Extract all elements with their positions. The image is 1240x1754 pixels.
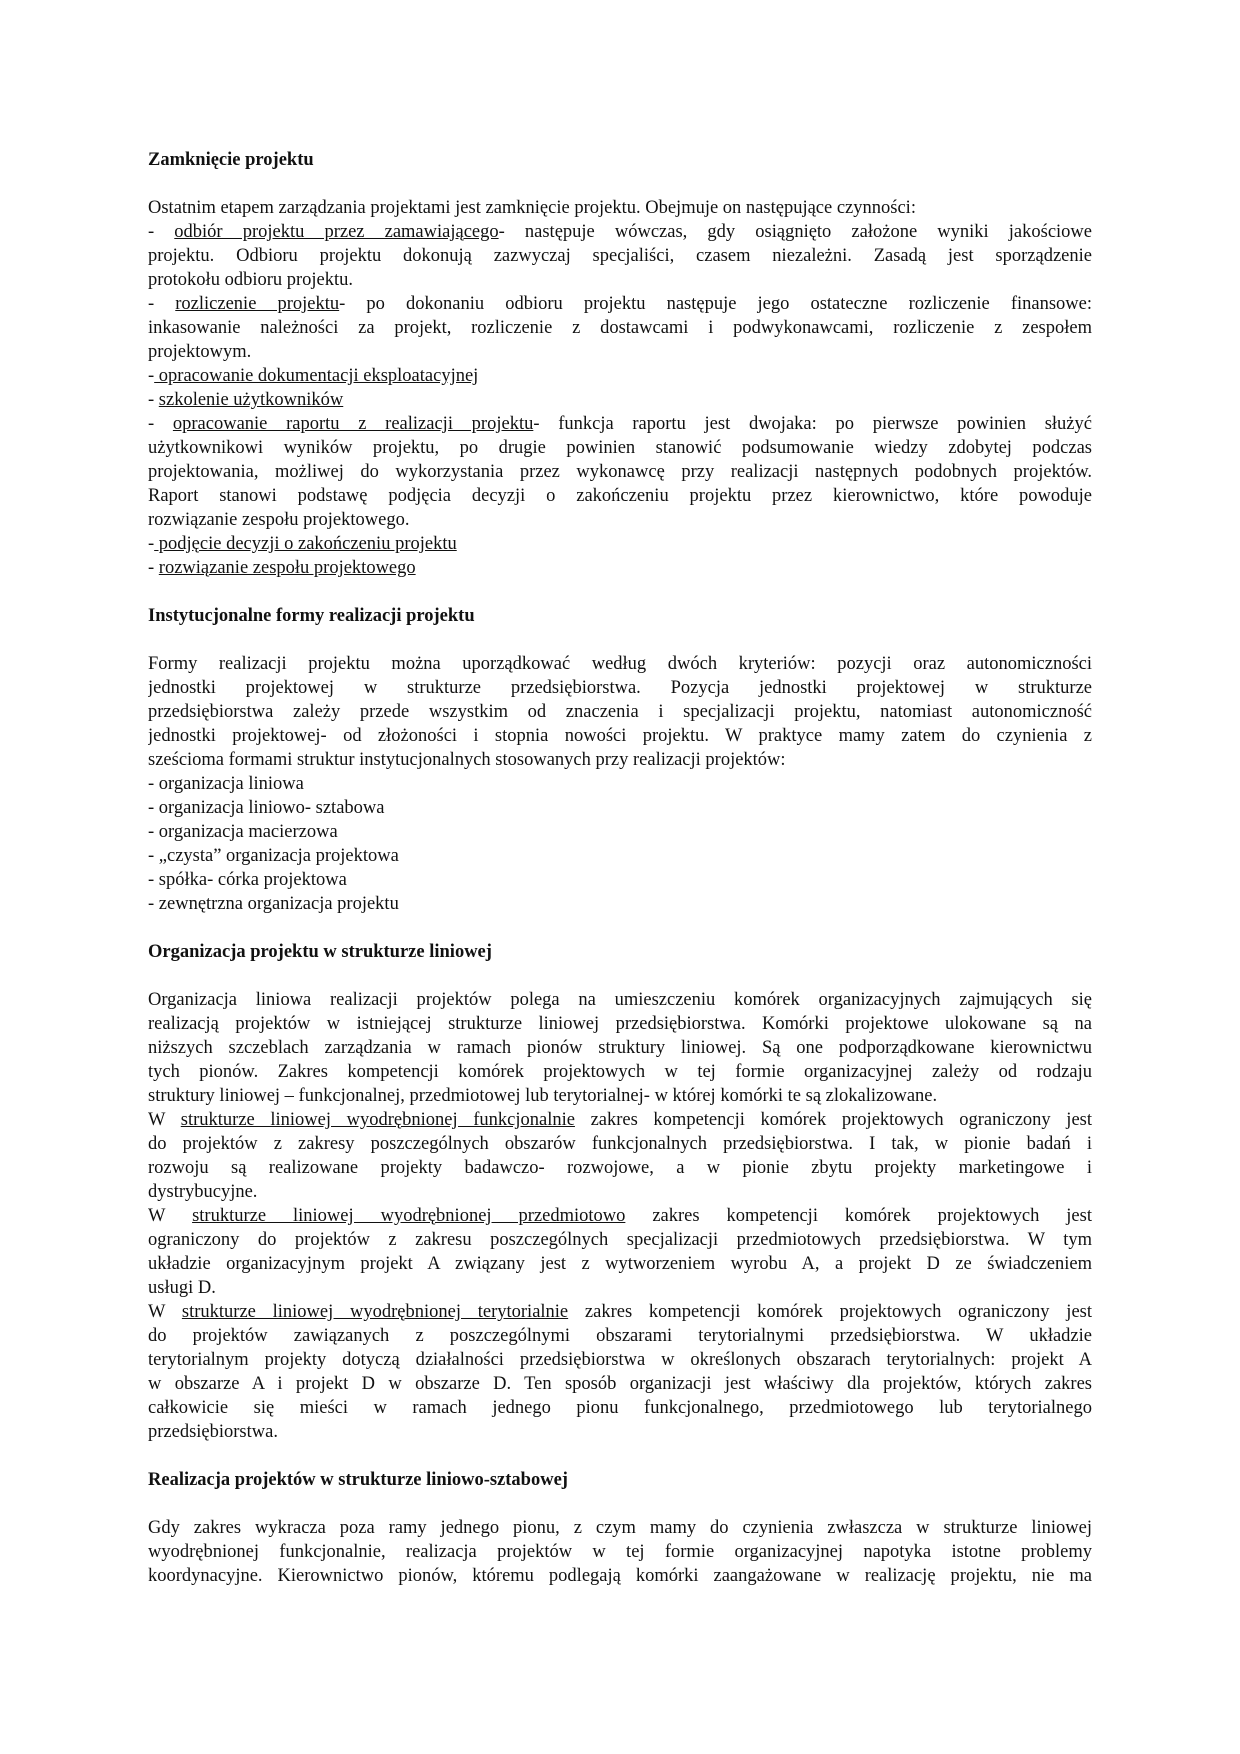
text-segment: koordynacyjne. Kierownictwo pionów, któremu podlegają komórki zaangażowane w realizację projektu, nie ma — [148, 1566, 1092, 1586]
text-segment: Raport stanowi podstawę podjęcia decyzji o zakończeniu projektu przez kierownictwo, które powoduje — [148, 486, 1092, 506]
text-segment: jednostki projektowej- od złożoności i stopnia nowości projektu. W praktyce mamy zatem do czynienia z — [148, 726, 1092, 746]
text-segment: usługi D. — [148, 1278, 216, 1298]
section-heading — [148, 604, 1092, 628]
text-line — [148, 316, 1092, 340]
text-segment: protokołu odbioru projektu. — [148, 270, 354, 290]
blank-line — [148, 1492, 1092, 1516]
text-line — [148, 844, 1092, 868]
text-segment: - następuje wówczas, gdy osiągnięto założone wyniki jakościowe — [498, 222, 1092, 242]
text-line — [148, 460, 1092, 484]
text-segment: ograniczony do projektów z zakresu poszczególnych specjalizacji przedmiotowych przedsiębiorstwa. W tym — [148, 1230, 1092, 1250]
text-segment: - organizacja macierzowa — [148, 822, 338, 842]
text-segment: - po dokonaniu odbioru projektu następuje jego ostateczne rozliczenie finansowe: — [339, 294, 1092, 314]
text-line — [148, 484, 1092, 508]
text-line — [148, 220, 1092, 244]
underlined-term: strukturze liniowej wyodrębnionej przedmiotowo — [192, 1206, 626, 1226]
text-segment: tych pionów. Zakres kompetencji komórek projektowych w tej formie organizacyjnej zależy od rodzaju — [148, 1062, 1092, 1082]
text-segment: Realizacja projektów w strukturze liniowo-sztabowej — [148, 1470, 568, 1490]
text-line — [148, 292, 1092, 316]
text-segment: - — [148, 222, 175, 242]
text-segment: - — [148, 366, 155, 386]
text-line — [148, 652, 1092, 676]
text-segment: - funkcja raportu jest dwojaka: po pierwsze powinien służyć — [533, 414, 1092, 434]
text-line — [148, 1228, 1092, 1252]
text-segment: niższych szczeblach zarządzania w ramach pionów struktury liniowej. Są one podporządkowane kierownictwu — [148, 1038, 1092, 1058]
text-line — [148, 1420, 1092, 1444]
text-segment: rozwiązanie zespołu projektowego. — [148, 510, 410, 530]
underlined-term: opracowanie dokumentacji eksploatacyjnej — [154, 366, 479, 386]
text-line — [148, 412, 1092, 436]
text-segment: Zamknięcie projektu — [148, 150, 314, 170]
text-segment: przedsiębiorstwa. — [148, 1422, 278, 1442]
text-line — [148, 772, 1092, 796]
text-line — [148, 268, 1092, 292]
text-line — [148, 796, 1092, 820]
text-segment: użytkownikowi wyników projektu, po drugie powinien stanowić podsumowanie wiedzy zdobytej podczas — [148, 438, 1092, 458]
text-segment: inkasowanie należności za projekt, rozliczenie z dostawcami i podwykonawcami, rozliczenie z zespołem — [148, 318, 1092, 338]
text-line — [148, 436, 1092, 460]
text-segment: wyodrębnionej funkcjonalnie, realizacja projektów w tej formie organizacyjnej napotyka istotne problemy — [148, 1542, 1092, 1562]
text-segment: - organizacja liniowo- sztabowa — [148, 798, 385, 818]
underlined-term: odbiór projektu przez zamawiającego — [174, 222, 499, 242]
underlined-term: opracowanie raportu z realizacji projektu — [172, 414, 534, 434]
text-line — [148, 676, 1092, 700]
text-line — [148, 1084, 1092, 1108]
text-line — [148, 364, 1092, 388]
text-segment: Formy realizacji projektu można uporządkować według dwóch kryteriów: pozycji oraz autonomiczności — [148, 654, 1092, 674]
text-segment: - spółka- córka projektowa — [148, 870, 347, 890]
text-line — [148, 1276, 1092, 1300]
blank-line — [148, 628, 1092, 652]
text-segment: do projektów z zakresy poszczególnych obszarów funkcjonalnych przedsiębiorstwa. I tak, w pionie badań i — [148, 1134, 1092, 1154]
text-segment: projektowym. — [148, 342, 252, 362]
text-segment: zakres kompetencji komórek projektowych ograniczony jest — [568, 1302, 1092, 1322]
text-line — [148, 892, 1092, 916]
text-segment: zakres kompetencji komórek projektowych ograniczony jest — [574, 1110, 1092, 1130]
text-line — [148, 1036, 1092, 1060]
text-line — [148, 1204, 1092, 1228]
blank-line — [148, 916, 1092, 940]
text-segment: Organizacja projektu w strukturze liniowej — [148, 942, 492, 962]
text-line — [148, 1180, 1092, 1204]
text-segment: jednostki projektowej w strukturze przedsiębiorstwa. Pozycja jednostki projektowej w strukturze — [148, 678, 1092, 698]
underlined-term: strukturze liniowej wyodrębnionej terytorialnie — [181, 1302, 569, 1322]
text-line — [148, 1156, 1092, 1180]
text-segment: - organizacja liniowa — [148, 774, 304, 794]
underlined-term: rozwiązanie zespołu projektowego — [158, 558, 416, 578]
text-segment: rozwoju są realizowane projekty badawczo- rozwojowe, a w pionie zbytu projekty marketingowe i — [148, 1158, 1092, 1178]
text-line — [148, 196, 1092, 220]
text-line — [148, 508, 1092, 532]
text-segment: Organizacja liniowa realizacji projektów polega na umieszczeniu komórek organizacyjnych zajmujących się — [148, 990, 1092, 1010]
text-segment: - — [148, 414, 173, 434]
text-segment: Ostatnim etapem zarządzania projektami jest zamknięcie projektu. Obejmuje on następujące czynności: — [148, 198, 916, 218]
text-line — [148, 1372, 1092, 1396]
underlined-term: strukturze liniowej wyodrębnionej funkcjonalnie — [180, 1110, 575, 1130]
text-segment: całkowicie się mieści w ramach jednego pionu funkcjonalnego, przedmiotowego lub terytorialnego — [148, 1398, 1092, 1418]
blank-line — [148, 964, 1092, 988]
text-line — [148, 1396, 1092, 1420]
text-segment: W — [148, 1110, 181, 1130]
text-segment: dystrybucyjne. — [148, 1182, 258, 1202]
text-segment: - — [148, 390, 159, 410]
text-line — [148, 1132, 1092, 1156]
section-heading — [148, 148, 1092, 172]
text-line — [148, 820, 1092, 844]
section-heading — [148, 1468, 1092, 1492]
section-heading — [148, 940, 1092, 964]
text-segment: Gdy zakres wykracza poza ramy jednego pionu, z czym mamy do czynienia zwłaszcza w strukturze liniowej — [148, 1518, 1092, 1538]
text-segment: projektu. Odbioru projektu dokonują zazwyczaj specjaliści, czasem niezależni. Zasadą jest sporządzenie — [148, 246, 1092, 266]
text-segment: realizacją projektów w istniejącej strukturze liniowej przedsiębiorstwa. Komórki projektowe ulokowane są na — [148, 1014, 1092, 1034]
text-line — [148, 724, 1092, 748]
text-segment: przedsiębiorstwa zależy przede wszystkim od znaczenia i specjalizacji projektu, natomiast autonomiczność — [148, 702, 1092, 722]
text-segment: sześcioma formami struktur instytucjonalnych stosowanych przy realizacji projektów: — [148, 750, 786, 770]
underlined-term: szkolenie użytkowników — [158, 390, 344, 410]
text-line — [148, 556, 1092, 580]
blank-line — [148, 1444, 1092, 1468]
text-segment: - — [148, 534, 155, 554]
text-segment: w obszarze A i projekt D w obszarze D. Ten sposób organizacji jest właściwy dla projektów, których zakres — [148, 1374, 1092, 1394]
text-segment: - „czysta” organizacja projektowa — [148, 846, 399, 866]
text-line — [148, 748, 1092, 772]
text-line — [148, 1012, 1092, 1036]
text-line — [148, 1324, 1092, 1348]
text-line — [148, 1348, 1092, 1372]
text-line — [148, 340, 1092, 364]
text-segment: terytorialnym projekty dotyczą działalności przedsiębiorstwa w określonych obszarach terytorialnych: projekt A — [148, 1350, 1092, 1370]
blank-line — [148, 172, 1092, 196]
text-segment: - — [148, 558, 159, 578]
text-segment: Instytucjonalne formy realizacji projektu — [148, 606, 475, 626]
text-segment: projektowania, możliwej do wykorzystania przez wykonawcę przy realizacji następnych podobnych projektów. — [148, 462, 1092, 482]
text-line — [148, 388, 1092, 412]
text-segment: struktury liniowej – funkcjonalnej, przedmiotowej lub terytorialnej- w której komórki te są zlokalizowane. — [148, 1086, 938, 1106]
blank-line — [148, 580, 1092, 604]
text-line — [148, 532, 1092, 556]
text-line — [148, 868, 1092, 892]
text-line — [148, 244, 1092, 268]
text-segment: zakres kompetencji komórek projektowych jest — [625, 1206, 1092, 1226]
text-line — [148, 1108, 1092, 1132]
text-segment: układzie organizacyjnym projekt A związany jest z wytworzeniem wyrobu A, a projekt D ze świadczeniem — [148, 1254, 1092, 1274]
text-segment: - zewnętrzna organizacja projektu — [148, 894, 399, 914]
text-segment: do projektów zawiązanych z poszczególnymi obszarami terytorialnymi przedsiębiorstwa. W układzie — [148, 1326, 1092, 1346]
underlined-term: podjęcie decyzji o zakończeniu projektu — [154, 534, 457, 554]
text-line — [148, 988, 1092, 1012]
text-line — [148, 700, 1092, 724]
underlined-term: rozliczenie projektu — [175, 294, 340, 314]
text-line — [148, 1300, 1092, 1324]
document-page — [148, 148, 1092, 1588]
text-line — [148, 1516, 1092, 1540]
text-line — [148, 1060, 1092, 1084]
text-line — [148, 1252, 1092, 1276]
text-segment: - — [148, 294, 176, 314]
text-line — [148, 1564, 1092, 1588]
text-segment: W — [148, 1302, 182, 1322]
text-line — [148, 1540, 1092, 1564]
text-segment: W — [148, 1206, 193, 1226]
